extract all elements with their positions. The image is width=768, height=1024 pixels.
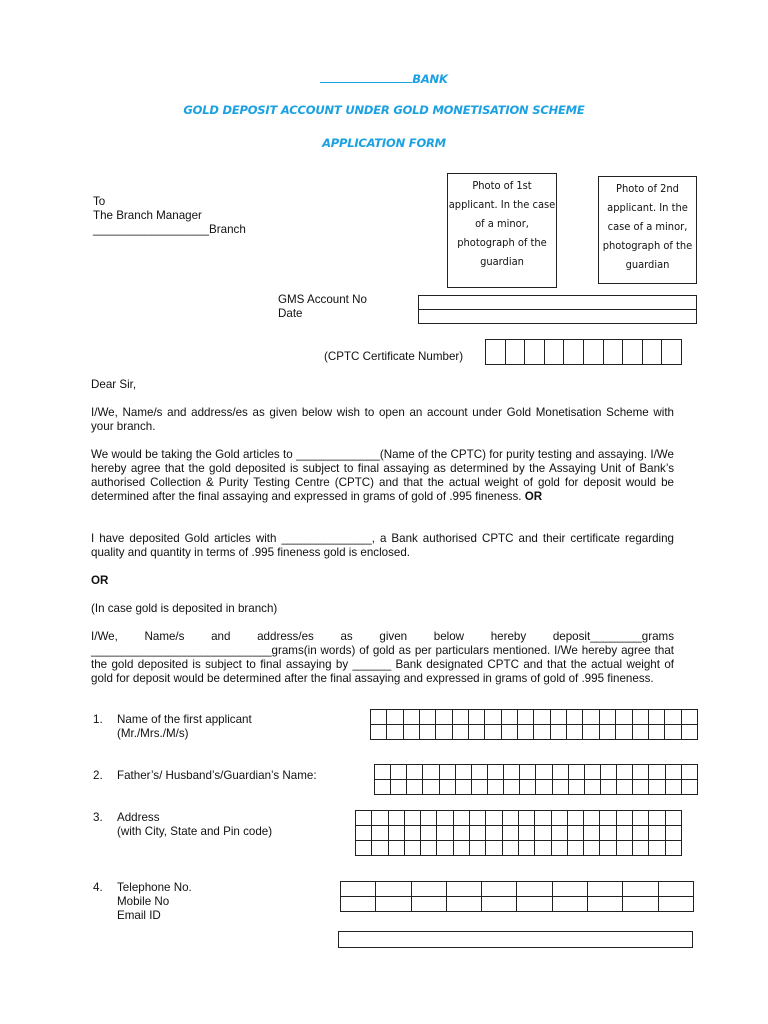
grid-cell[interactable]	[633, 826, 649, 841]
to-label: To	[93, 195, 106, 208]
bank-label: BANK	[412, 72, 448, 86]
grid-cell[interactable]	[487, 780, 503, 795]
grid-cell[interactable]	[599, 710, 615, 725]
grid-cell[interactable]	[567, 841, 583, 856]
email-input[interactable]	[339, 932, 693, 948]
address-grid	[355, 810, 682, 856]
grid-cell[interactable]	[437, 826, 453, 841]
grid-cell[interactable]	[665, 826, 681, 841]
grid-cell[interactable]	[469, 710, 485, 725]
grid-cell[interactable]	[584, 765, 600, 780]
date-input[interactable]	[419, 310, 697, 324]
grid-cell[interactable]	[372, 841, 388, 856]
grid-cell[interactable]	[421, 811, 437, 826]
grid-cell[interactable]	[681, 780, 697, 795]
grid-cell[interactable]	[387, 710, 403, 725]
grid-cell[interactable]	[439, 780, 455, 795]
grid-cell[interactable]	[439, 765, 455, 780]
grid-cell[interactable]	[616, 826, 632, 841]
item-subtext: Email ID	[117, 909, 161, 922]
grid-cell[interactable]	[470, 826, 486, 841]
grid-cell[interactable]	[482, 897, 517, 912]
grid-cell[interactable]	[518, 841, 534, 856]
grid-cell[interactable]	[505, 340, 525, 365]
grid-cell[interactable]	[388, 826, 404, 841]
grid-cell[interactable]	[487, 765, 503, 780]
item-number: 3.	[93, 811, 103, 824]
grid-cell[interactable]	[520, 765, 536, 780]
grid-cell[interactable]	[341, 897, 376, 912]
grid-cell[interactable]	[665, 811, 681, 826]
grid-cell[interactable]	[470, 811, 486, 826]
grid-cell[interactable]	[387, 725, 403, 740]
grid-cell[interactable]	[536, 765, 552, 780]
grid-cell[interactable]	[681, 765, 697, 780]
grid-cell[interactable]	[662, 340, 682, 365]
grid-cell[interactable]	[600, 780, 616, 795]
grid-cell[interactable]	[665, 765, 681, 780]
grid-cell[interactable]	[407, 780, 423, 795]
grid-cell[interactable]	[403, 710, 419, 725]
grid-cell[interactable]	[600, 811, 616, 826]
grid-cell[interactable]	[404, 841, 420, 856]
grid-cell[interactable]	[518, 826, 534, 841]
manager-label: The Branch Manager	[93, 209, 202, 222]
grid-cell[interactable]	[502, 826, 518, 841]
grid-cell[interactable]	[420, 725, 436, 740]
grid-cell[interactable]	[356, 811, 372, 826]
grid-cell[interactable]	[623, 882, 658, 897]
grid-cell[interactable]	[649, 841, 665, 856]
gms-account-label: GMS Account No	[278, 293, 367, 306]
grid-cell[interactable]	[482, 882, 517, 897]
grid-cell[interactable]	[567, 725, 583, 740]
grid-cell[interactable]	[535, 841, 551, 856]
grid-cell[interactable]	[471, 780, 487, 795]
grid-cell[interactable]	[486, 826, 502, 841]
grid-cell[interactable]	[411, 897, 446, 912]
paragraph-5: I/We, Name/s and address/es as given below hereby deposit________grams ____________________________grams(in words) of gold as per particulars mentioned. I/We hereby agree that the gold deposited is subject to final assaying by ______ Bank designated CPTC and that the actual weight of gold for deposit would be determined after the final assaying and expressed in grams of gold of .995 fineness.	[91, 630, 674, 685]
item-subtext: (with City, State and Pin code)	[117, 825, 273, 838]
item-text: Address	[117, 811, 160, 824]
grid-cell[interactable]	[665, 725, 681, 740]
item-number: 2.	[93, 769, 103, 782]
grid-cell[interactable]	[616, 710, 632, 725]
grid-cell[interactable]	[584, 841, 600, 856]
grid-cell[interactable]	[436, 725, 452, 740]
gms-labels	[278, 293, 367, 321]
grid-cell[interactable]	[649, 780, 665, 795]
grid-cell[interactable]	[583, 340, 603, 365]
grid-cell[interactable]	[633, 765, 649, 780]
grid-cell[interactable]	[649, 826, 665, 841]
grid-cell[interactable]	[681, 725, 697, 740]
grid-cell[interactable]	[375, 780, 391, 795]
paragraph-4: (In case gold is deposited in branch)	[91, 602, 278, 615]
grid-cell[interactable]	[648, 725, 664, 740]
item-text: Father’s/ Husband’s/Guardian’s Name:	[117, 769, 317, 782]
grid-cell[interactable]	[658, 897, 693, 912]
grid-cell[interactable]	[420, 710, 436, 725]
grid-cell[interactable]	[437, 841, 453, 856]
grid-cell[interactable]	[375, 765, 391, 780]
item-text: Name of the first applicant	[117, 713, 252, 726]
grid-cell[interactable]	[453, 826, 469, 841]
grid-cell[interactable]	[544, 340, 564, 365]
photo-box-1[interactable]: Photo of 1st applicant. In the case of a minor, photograph of the guardian	[447, 173, 557, 288]
grid-cell[interactable]	[485, 725, 501, 740]
grid-cell[interactable]	[421, 841, 437, 856]
grid-cell[interactable]	[632, 725, 648, 740]
bank-name-blank[interactable]	[320, 72, 412, 83]
grid-cell[interactable]	[423, 765, 439, 780]
grid-cell[interactable]	[536, 780, 552, 795]
grid-cell[interactable]	[584, 826, 600, 841]
grid-cell[interactable]	[617, 765, 633, 780]
grid-cell[interactable]	[421, 826, 437, 841]
grid-cell[interactable]	[453, 841, 469, 856]
grid-cell[interactable]	[518, 811, 534, 826]
item-4-label	[93, 881, 192, 923]
grid-cell[interactable]	[371, 725, 387, 740]
grid-cell[interactable]	[486, 811, 502, 826]
grid-cell[interactable]	[391, 765, 407, 780]
grid-cell[interactable]	[535, 811, 551, 826]
grid-cell[interactable]	[616, 725, 632, 740]
or-separator: OR	[91, 574, 109, 587]
grid-cell[interactable]	[568, 765, 584, 780]
item-text: Telephone No.	[117, 881, 192, 894]
grid-cell[interactable]	[584, 811, 600, 826]
grid-cell[interactable]	[471, 765, 487, 780]
grid-cell[interactable]	[550, 725, 566, 740]
grid-cell[interactable]	[517, 882, 552, 897]
grid-cell[interactable]	[633, 780, 649, 795]
grid-cell[interactable]	[372, 811, 388, 826]
grid-cell[interactable]	[404, 811, 420, 826]
grid-cell[interactable]	[567, 811, 583, 826]
item-1-label	[93, 713, 252, 741]
telephone-mobile-grid	[340, 881, 694, 912]
grid-cell[interactable]	[518, 710, 534, 725]
form-title: GOLD DEPOSIT ACCOUNT UNDER GOLD MONETISATION SCHEME	[183, 103, 585, 117]
grid-cell[interactable]	[534, 725, 550, 740]
or-inline: OR	[521, 490, 543, 503]
item-subtext: (Mr./Mrs./M/s)	[117, 727, 189, 740]
grid-cell[interactable]	[453, 811, 469, 826]
grid-cell[interactable]	[371, 710, 387, 725]
grid-cell[interactable]	[486, 841, 502, 856]
grid-cell[interactable]	[633, 811, 649, 826]
grid-cell[interactable]	[623, 340, 643, 365]
grid-cell[interactable]	[356, 826, 372, 841]
grid-cell[interactable]	[599, 725, 615, 740]
grid-cell[interactable]	[600, 841, 616, 856]
grid-cell[interactable]	[411, 882, 446, 897]
grid-cell[interactable]	[502, 841, 518, 856]
salutation: Dear Sir,	[91, 378, 137, 391]
branch-field[interactable]: __________________Branch	[93, 223, 246, 236]
item-number: 4.	[93, 881, 103, 894]
cptc-number-grid	[485, 339, 682, 365]
grid-cell[interactable]	[552, 765, 568, 780]
photo-box-2[interactable]: Photo of 2nd applicant. In the case of a minor, photograph of the guardian	[598, 176, 697, 284]
grid-cell[interactable]	[376, 897, 411, 912]
grid-cell[interactable]	[600, 765, 616, 780]
grid-cell[interactable]	[535, 826, 551, 841]
grid-cell[interactable]	[568, 780, 584, 795]
grid-cell[interactable]	[525, 340, 545, 365]
grid-cell[interactable]	[517, 897, 552, 912]
grid-cell[interactable]	[551, 826, 567, 841]
grid-cell[interactable]	[588, 882, 623, 897]
grid-cell[interactable]	[502, 811, 518, 826]
grid-cell[interactable]	[469, 725, 485, 740]
paragraph-1: I/We, Name/s and address/es as given below wish to open an account under Gold Monetisation Scheme with your branch.	[91, 406, 674, 433]
grid-cell[interactable]	[518, 725, 534, 740]
grid-cell[interactable]	[446, 882, 481, 897]
grid-cell[interactable]	[633, 841, 649, 856]
grid-cell[interactable]	[356, 841, 372, 856]
grid-cell[interactable]	[388, 841, 404, 856]
email-field	[338, 931, 693, 948]
grid-cell[interactable]	[567, 826, 583, 841]
grid-cell[interactable]	[567, 710, 583, 725]
grid-cell[interactable]	[551, 841, 567, 856]
grid-cell[interactable]	[658, 882, 693, 897]
grid-cell[interactable]	[564, 340, 584, 365]
grid-cell[interactable]	[372, 826, 388, 841]
grid-cell[interactable]	[455, 765, 471, 780]
first-applicant-name-grid	[370, 709, 698, 740]
grid-cell[interactable]	[616, 841, 632, 856]
item-number: 1.	[93, 713, 103, 726]
grid-cell[interactable]	[504, 765, 520, 780]
bank-name-heading	[0, 72, 768, 86]
grid-cell[interactable]	[407, 765, 423, 780]
grid-cell[interactable]	[665, 780, 681, 795]
gms-date-fields	[418, 295, 697, 324]
grid-cell[interactable]	[485, 710, 501, 725]
grid-cell[interactable]	[452, 725, 468, 740]
grid-cell[interactable]	[404, 826, 420, 841]
grid-cell[interactable]	[486, 340, 506, 365]
grid-cell[interactable]	[552, 882, 587, 897]
grid-cell[interactable]	[632, 710, 648, 725]
grid-cell[interactable]	[665, 841, 681, 856]
grid-cell[interactable]	[588, 897, 623, 912]
grid-cell[interactable]	[616, 811, 632, 826]
grid-cell[interactable]	[501, 725, 517, 740]
grid-cell[interactable]	[642, 340, 662, 365]
date-label: Date	[278, 307, 303, 320]
grid-cell[interactable]	[452, 710, 468, 725]
guardian-name-grid	[374, 764, 698, 795]
grid-cell[interactable]	[534, 710, 550, 725]
paragraph-2	[91, 448, 674, 504]
grid-cell[interactable]	[403, 725, 419, 740]
item-2-label	[93, 769, 317, 783]
grid-cell[interactable]	[617, 780, 633, 795]
grid-cell[interactable]	[501, 710, 517, 725]
grid-cell[interactable]	[649, 811, 665, 826]
grid-cell[interactable]	[446, 897, 481, 912]
grid-cell[interactable]	[436, 710, 452, 725]
grid-cell[interactable]	[391, 780, 407, 795]
grid-cell[interactable]	[341, 882, 376, 897]
grid-cell[interactable]	[550, 710, 566, 725]
item-3-label	[93, 811, 272, 839]
grid-cell[interactable]	[423, 780, 439, 795]
grid-cell[interactable]	[455, 780, 471, 795]
paragraph-3: I have deposited Gold articles with ______________, a Bank authorised CPTC and their certificate regarding quality and quantity in terms of .995 fineness gold is enclosed.	[91, 532, 674, 559]
grid-cell[interactable]	[649, 765, 665, 780]
grid-cell[interactable]	[552, 780, 568, 795]
grid-cell[interactable]	[603, 340, 623, 365]
grid-cell[interactable]	[648, 710, 664, 725]
grid-cell[interactable]	[470, 841, 486, 856]
recipient-block	[93, 195, 246, 237]
grid-cell[interactable]	[583, 725, 599, 740]
grid-cell[interactable]	[376, 882, 411, 897]
grid-cell[interactable]	[583, 710, 599, 725]
grid-cell[interactable]	[665, 710, 681, 725]
grid-cell[interactable]	[681, 710, 697, 725]
form-subtitle: APPLICATION FORM	[322, 136, 446, 150]
grid-cell[interactable]	[388, 811, 404, 826]
gms-account-input[interactable]	[419, 296, 697, 310]
cptc-label: (CPTC Certificate Number)	[324, 350, 464, 363]
grid-cell[interactable]	[504, 780, 520, 795]
grid-cell[interactable]	[551, 811, 567, 826]
grid-cell[interactable]	[437, 811, 453, 826]
grid-cell[interactable]	[584, 780, 600, 795]
grid-cell[interactable]	[552, 897, 587, 912]
item-subtext: Mobile No	[117, 895, 170, 908]
grid-cell[interactable]	[600, 826, 616, 841]
grid-cell[interactable]	[520, 780, 536, 795]
paragraph-2-text: We would be taking the Gold articles to _____________(Name of the CPTC) for purity testing and assaying. I/We hereby agree that the gold deposited is subject to final assaying as determined by the Assaying Unit of Bank’s authorised Collection & Purity Testing Centre (CPTC) and that the actual weight of gold for deposit would be determined after the final assaying and expressed in grams of gold of .995 fineness.	[91, 448, 674, 503]
grid-cell[interactable]	[623, 897, 658, 912]
